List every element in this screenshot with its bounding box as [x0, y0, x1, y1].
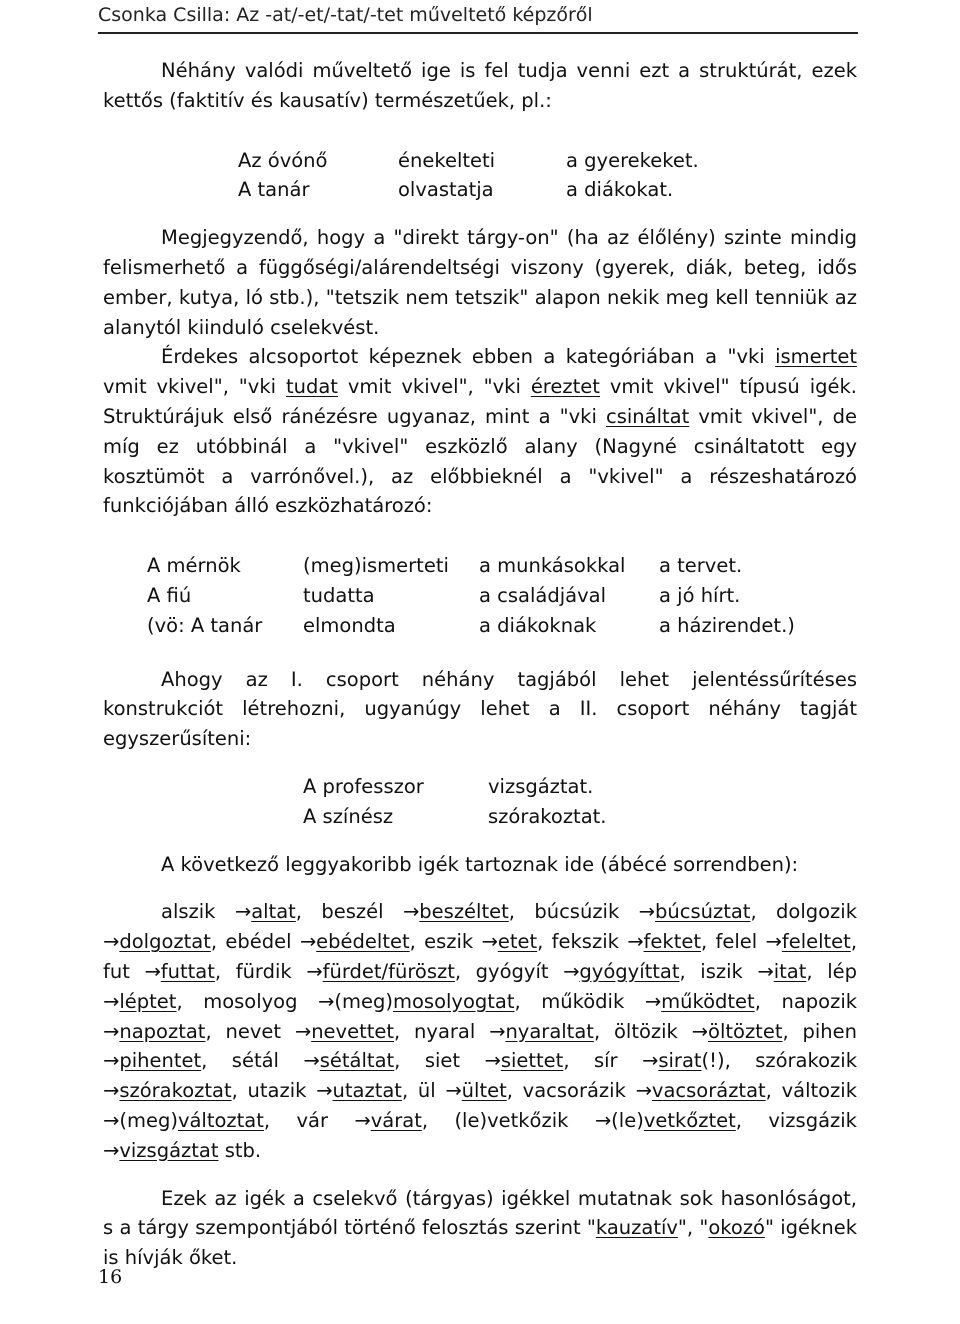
- derived-verb: működtet: [661, 989, 755, 1013]
- verb-derivation: pihen → pihentet,: [103, 1019, 858, 1073]
- base-verb: iszik: [700, 959, 758, 983]
- verb-derivation: nevet → nevettet,: [225, 1019, 401, 1043]
- arrow-icon: →: [691, 1019, 707, 1043]
- derived-verb: futtat: [160, 959, 215, 983]
- arrow-icon: →: [563, 959, 578, 983]
- arrow-icon: →: [318, 989, 333, 1013]
- arrow-icon: →: [635, 1079, 650, 1103]
- paragraph-1: Néhány valódi műveltető ige is fel tudja venni ezt a struktúrát, ezek kettős (faktitív és kausatív) természetűek, pl.:: [103, 59, 857, 112]
- derived-verb: ültet: [461, 1079, 507, 1103]
- base-verb: siet: [424, 1049, 485, 1073]
- running-header: Csonka Csilla: Az -at/-et/-tat/-tet műveltető képzőről: [98, 4, 593, 26]
- derived-verb: sétáltat: [319, 1049, 395, 1073]
- arrow-icon: →: [627, 930, 642, 954]
- derived-verb: beszéltet: [419, 900, 509, 924]
- arrow-icon: →: [306, 959, 321, 983]
- verb-derivation: sétál → sétáltat,: [231, 1049, 401, 1073]
- body-text: [103, 56, 857, 1273]
- derived-verb: léptet: [119, 989, 177, 1013]
- verb-derivation: működik → működtet,: [541, 989, 761, 1013]
- verb-derivation: fut → futtat,: [103, 959, 222, 983]
- derived-verb: feleltet: [781, 930, 851, 954]
- arrow-icon: →: [103, 1138, 118, 1162]
- base-verb: gyógyít: [475, 959, 564, 983]
- verb-derivation: fekszik → fektet,: [551, 930, 708, 954]
- arrow-icon: →: [445, 1079, 460, 1103]
- base-verb: vizsgázik: [768, 1108, 857, 1132]
- arrow-icon: →: [642, 1049, 657, 1073]
- base-verb: dolgozik: [776, 900, 857, 924]
- arrow-icon: →: [638, 900, 653, 924]
- base-verb: vár: [296, 1108, 355, 1132]
- base-verb: búcsúzik: [534, 900, 639, 924]
- derived-verb: mosolyogtat: [392, 989, 515, 1013]
- verb-derivation: napozik → napoztat,: [103, 989, 858, 1043]
- base-verb: öltözik: [613, 1019, 692, 1043]
- derived-verb: szórakoztat: [119, 1079, 232, 1103]
- derived-verb: sirat: [658, 1049, 702, 1073]
- arrow-icon: →: [144, 959, 159, 983]
- arrow-icon: →: [103, 989, 118, 1013]
- example-row: Az óvónő énekelteti a gyerekeket.: [238, 148, 699, 172]
- base-verb: fürdik: [235, 959, 307, 983]
- verb-derivation: alszik → altat,: [161, 900, 302, 924]
- base-verb: alszik: [161, 900, 235, 924]
- base-verb: változik: [781, 1079, 858, 1103]
- verb-derivation: iszik → itat,: [700, 959, 813, 983]
- derived-verb: ebédeltet: [316, 930, 410, 954]
- example-table-3: [303, 772, 607, 832]
- base-verb: fekszik: [551, 930, 628, 954]
- arrow-icon: →: [757, 959, 772, 983]
- base-verb: (le)vetkőzik: [454, 1108, 595, 1132]
- base-verb: sír: [593, 1049, 642, 1073]
- example-row: A professzor vizsgáztat.: [303, 774, 594, 798]
- derived-verb: öltöztet: [708, 1019, 783, 1043]
- verb-derivation: gyógyít → gyógyíttat,: [475, 959, 686, 983]
- arrow-icon: →: [294, 1019, 310, 1043]
- verb-derivation: vacsorázik → vacsoráztat,: [522, 1079, 772, 1103]
- arrow-icon: →: [103, 1079, 118, 1103]
- verb-derivation: eszik → etet,: [424, 930, 544, 954]
- base-verb: működik: [541, 989, 645, 1013]
- base-verb: lép: [827, 959, 857, 983]
- arrow-icon: →: [303, 1049, 318, 1073]
- example-row: A mérnök (meg)ismerteti a munkásokkal a tervet.: [147, 554, 743, 578]
- paragraph-6: Ezek az igék a cselekvő (tárgyas) igékkel mutatnak sok hasonlóságot, s a tárgy szempontjából történő felosztás szerint "kauzatív", "okozó" igéknek is hívják őket.: [103, 1186, 857, 1270]
- derived-verb: siettet: [500, 1049, 564, 1073]
- derived-verb: várat: [370, 1108, 422, 1132]
- example-row: A tanár olvastatja a diákokat.: [238, 178, 674, 202]
- base-verb: ül: [417, 1079, 446, 1103]
- derived-verb: fektet: [643, 930, 701, 954]
- arrow-icon: →: [103, 1019, 118, 1043]
- paragraph-5: A következő leggyakoribb igék tartoznak ide (ábécé sorrendben):: [161, 852, 799, 876]
- derived-verb: változtat: [177, 1108, 264, 1132]
- base-verb: szórakozik: [755, 1049, 857, 1073]
- derived-verb: vacsoráztat: [651, 1079, 766, 1103]
- verb-derivation: siet → siettet,: [424, 1049, 570, 1073]
- arrow-icon: →: [354, 1108, 369, 1132]
- example-row: A fiú tudatta a családjával a jó hírt.: [147, 583, 741, 607]
- base-verb: nevet: [225, 1019, 295, 1043]
- verb-derivation: beszél → beszéltet,: [321, 900, 515, 924]
- paragraph-4: Ahogy az I. csoport néhány tagjából lehet jelentéssűrítéses konstrukciót létrehozni, ugyanúgy lehet a II. csoport néhány tagját egyszerűsíteni:: [103, 667, 857, 751]
- derived-verb: nevettet: [311, 1019, 395, 1043]
- derived-verb: gyógyíttat: [579, 959, 680, 983]
- verb-derivation: utazik → utaztat,: [247, 1079, 409, 1103]
- derived-verb: vizsgáztat: [119, 1138, 219, 1162]
- paragraph-3: Érdekes alcsoportot képeznek ebben a kategóriában a "vki ismertet vmit vkivel", "vki tudat vmit vkivel", "vki éreztet vmit vkivel" típusú igék. Struktúrájuk első ránézésre ugyanaz, mint a "vki csináltat vmit vkivel", de míg ez utóbbinál a "vkivel" eszközlő alany (Nagyné csináltatott egy kosztümöt a varrónővel.), az előbbieknél a "vkivel" a részeshatározó funkciójában álló eszközhatározó:: [103, 345, 857, 518]
- base-verb: utazik: [247, 1079, 317, 1103]
- derived-verb: vetkőztet: [643, 1108, 736, 1132]
- verb-derivation: vizsgázik → vizsgáztat stb.: [103, 1108, 857, 1162]
- derived-verb: etet: [497, 930, 538, 954]
- verb-derivation: nyaral → nyaraltat,: [414, 1019, 601, 1043]
- verb-derivation: vár → várat,: [296, 1108, 429, 1132]
- paragraph-2: Megjegyzendő, hogy a "direkt tárgy-on" (ha az élőlény) szinte mindig felismerhető a függőségi/alárendeltségi viszony (gyerek, diák, beteg, idős ember, kutya, ló stb.), "tetszik nem tetszik" alapon nekik meg kell tenniük az alanytól kiinduló cselekvést.: [103, 226, 857, 339]
- base-verb: nyaral: [414, 1019, 490, 1043]
- derived-verb: pihentet: [119, 1049, 202, 1073]
- derived-verb: búcsúztat: [654, 900, 751, 924]
- arrow-icon: →: [644, 989, 660, 1013]
- derived-verb: fürdet/füröszt: [322, 959, 455, 983]
- verb-derivation: ül → ültet,: [417, 1079, 513, 1103]
- base-verb: beszél: [321, 900, 403, 924]
- verb-derivation: lép → léptet,: [103, 959, 857, 1013]
- base-verb: pihen: [802, 1019, 858, 1043]
- arrow-icon: →: [316, 1079, 331, 1103]
- derived-verb: itat: [773, 959, 807, 983]
- verb-derivation: szórakozik → szórakoztat,: [103, 1049, 857, 1103]
- arrow-icon: →: [103, 930, 118, 954]
- verb-derivation: sír → sirat(!),: [593, 1049, 731, 1073]
- verb-derivation: fürdik → fürdet/füröszt,: [235, 959, 462, 983]
- verb-derivation: mosolyog → (meg)mosolyogtat,: [203, 989, 521, 1013]
- verb-derivation: öltözik → öltöztet,: [613, 1019, 789, 1043]
- derived-verb: napoztat: [119, 1019, 206, 1043]
- derived-verb: altat: [251, 900, 296, 924]
- base-verb: sétál: [231, 1049, 304, 1073]
- base-verb: eszik: [424, 930, 482, 954]
- arrow-icon: →: [484, 1049, 499, 1073]
- base-verb: mosolyog: [203, 989, 319, 1013]
- example-table-1: [238, 146, 699, 206]
- example-row: (vö: A tanár elmondta a diákoknak a házirendet.): [147, 613, 795, 637]
- arrow-icon: →: [489, 1019, 504, 1043]
- header-rule: [98, 32, 858, 34]
- base-verb: vacsorázik: [522, 1079, 636, 1103]
- verb-derivation: búcsúzik → búcsúztat,: [534, 900, 757, 924]
- example-table-2: [147, 551, 795, 640]
- base-verb: ebédel: [225, 930, 300, 954]
- verb-derivation: dolgozik → dolgoztat,: [103, 900, 857, 954]
- arrow-icon: →: [594, 1108, 610, 1132]
- arrow-icon: →: [299, 930, 315, 954]
- arrow-icon: →: [402, 900, 418, 924]
- derived-verb: utaztat: [332, 1079, 402, 1103]
- verb-derivation: felel → feleltet,: [715, 930, 858, 954]
- example-row: A színész szórakoztat.: [303, 804, 607, 828]
- base-verb: felel: [715, 930, 766, 954]
- base-verb: napozik: [781, 989, 858, 1013]
- verb-derivation: ebédel → ebédeltet,: [225, 930, 416, 954]
- arrow-icon: →: [103, 1108, 118, 1132]
- derived-verb: nyaraltat: [505, 1019, 594, 1043]
- arrow-icon: →: [765, 930, 780, 954]
- verb-derivation: változik → (meg)változtat,: [103, 1079, 858, 1132]
- page-number: 16: [98, 1266, 123, 1288]
- verb-list: [103, 897, 857, 1165]
- base-verb: fut: [103, 959, 145, 983]
- arrow-icon: →: [103, 1049, 118, 1073]
- arrow-icon: →: [481, 930, 496, 954]
- verb-derivation: (le)vetkőzik → (le)vetkőztet,: [454, 1108, 742, 1132]
- derived-verb: dolgoztat: [119, 930, 211, 954]
- arrow-icon: →: [234, 900, 250, 924]
